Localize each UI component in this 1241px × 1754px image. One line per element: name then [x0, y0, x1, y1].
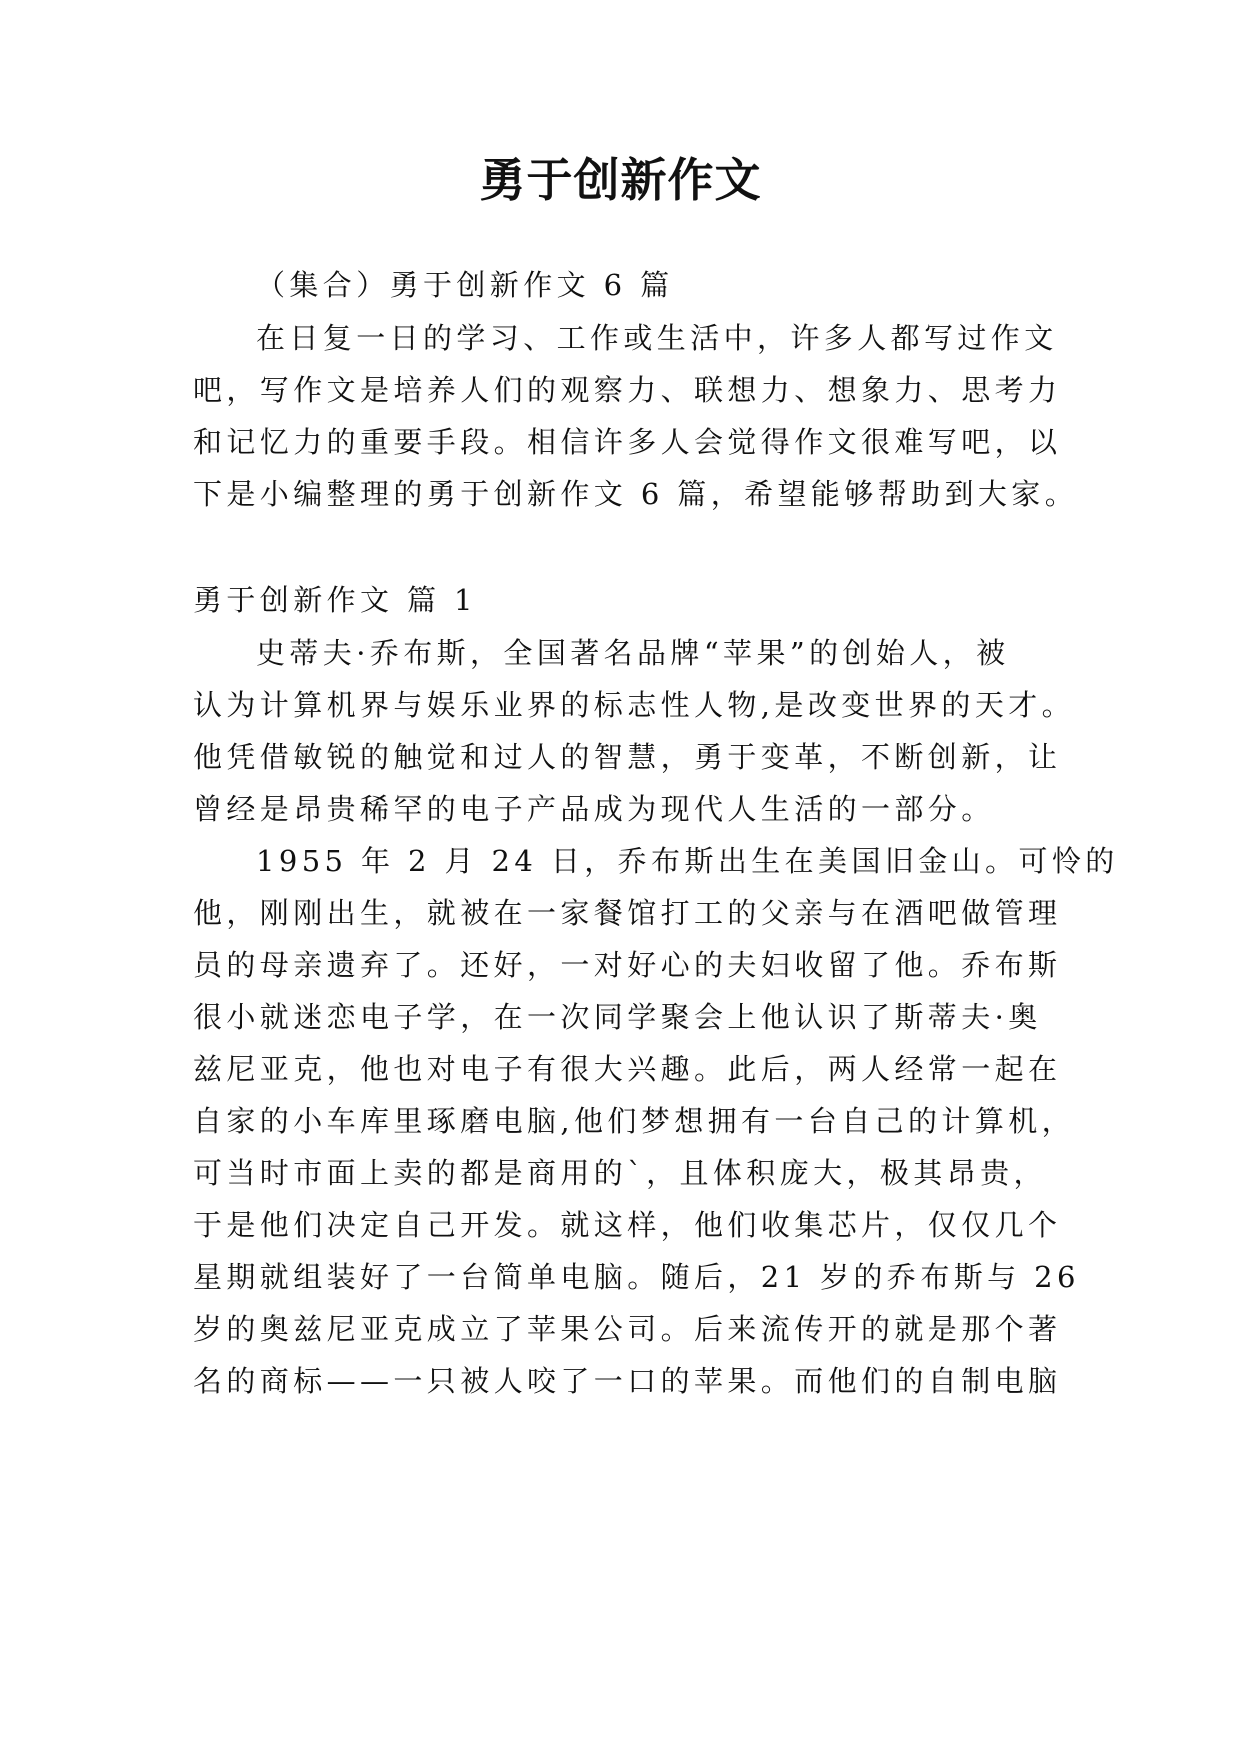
para1-line-3: 他凭借敏锐的触觉和过人的智慧，勇于变革，不断创新，让 [193, 740, 1062, 774]
para2-line-7: 可当时市面上卖的都是商用的`，且体积庞大，极其昂贵， [193, 1156, 1047, 1190]
para2-line-2: 他，刚刚出生，就被在一家餐馆打工的父亲与在酒吧做管理 [193, 896, 1062, 930]
subtitle-line: （集合）勇于创新作文 6 篇 [256, 268, 674, 302]
para2-line-6: 自家的小车库里琢磨电脑,他们梦想拥有一台自己的计算机， [193, 1104, 1076, 1138]
para2-line-9: 星期就组装好了一台简单电脑。随后，21 岁的乔布斯与 26 [193, 1260, 1080, 1294]
intro-line-2: 吧，写作文是培养人们的观察力、联想力、想象力、思考力 [193, 373, 1062, 407]
para1-line-1: 史蒂夫·乔布斯，全国著名品牌“苹果”的创始人，被 [256, 636, 1010, 670]
para2-line-11: 名的商标——一只被人咬了一口的苹果。而他们的自制电脑 [193, 1364, 1062, 1398]
para2-line-4: 很小就迷恋电子学，在一次同学聚会上他认识了斯蒂夫·奥 [193, 1000, 1042, 1034]
para2-line-5: 兹尼亚克，他也对电子有很大兴趣。此后，两人经常一起在 [193, 1052, 1062, 1086]
intro-line-1: 在日复一日的学习、工作或生活中，许多人都写过作文 [256, 321, 1058, 355]
para1-line-4: 曾经是昂贵稀罕的电子产品成为现代人生活的一部分。 [193, 792, 995, 826]
section-heading: 勇于创新作文 篇 1 [193, 583, 477, 617]
para2-line-8: 于是他们决定自己开发。就这样，他们收集芯片，仅仅几个 [193, 1208, 1062, 1242]
para2-line-3: 员的母亲遗弃了。还好，一对好心的夫妇收留了他。乔布斯 [193, 948, 1062, 982]
para1-line-2: 认为计算机界与娱乐业界的标志性人物,是改变世界的天才。 [193, 688, 1076, 722]
intro-line-3: 和记忆力的重要手段。相信许多人会觉得作文很难写吧，以 [193, 425, 1062, 459]
document-title: 勇于创新作文 [479, 153, 762, 207]
para2-line-1: 1955 年 2 月 24 日，乔布斯出生在美国旧金山。可怜的 [256, 844, 1119, 878]
para2-line-10: 岁的奥兹尼亚克成立了苹果公司。后来流传开的就是那个著 [193, 1312, 1062, 1346]
intro-line-4: 下是小编整理的勇于创新作文 6 篇，希望能够帮助到大家。 [193, 477, 1079, 511]
